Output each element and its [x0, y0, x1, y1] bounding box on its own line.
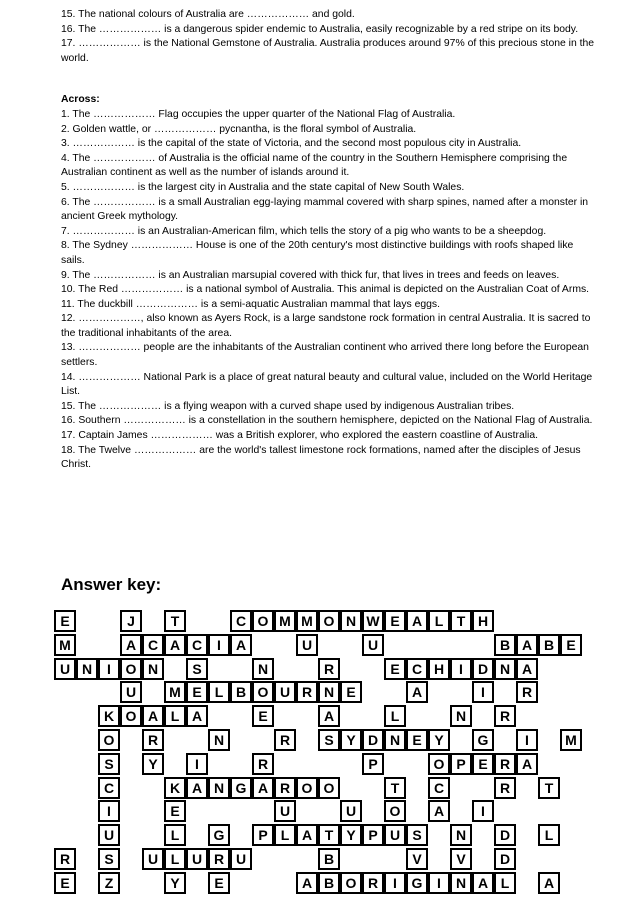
grid-cell: B: [538, 634, 560, 656]
clue-across-5: 5. ……………… is the largest city in Australia and the state capital of New South Wales.: [61, 181, 465, 193]
grid-cell: A: [120, 634, 142, 656]
grid-cell: B: [318, 848, 340, 870]
grid-cell: U: [142, 848, 164, 870]
across-heading: Across:: [61, 94, 100, 106]
grid-cell: U: [296, 634, 318, 656]
crossword-answer-grid: [54, 610, 583, 896]
grid-cell: G: [406, 872, 428, 894]
grid-cell: P: [362, 753, 384, 775]
grid-cell: O: [384, 800, 406, 822]
grid-cell: C: [98, 777, 120, 799]
grid-cell: M: [560, 729, 582, 751]
clue-across-8: 8. The Sydney ……………… House is one of the 20th century's most distinctive buildings with roofs shaped like sails.: [61, 240, 574, 266]
grid-cell: I: [472, 800, 494, 822]
clue-down-17: 17. ……………… is the National Gemstone of Australia. Australia produces around 97% of this precious stone in the world.: [61, 38, 595, 64]
grid-cell: E: [164, 800, 186, 822]
clue-across-4: 4. The ……………… of Australia is the official name of the country in the Southern Hemisphere comprising the Australian continent as well as the number of islands around it.: [61, 152, 568, 179]
clue-across-6: 6. The ……………… is a small Australian egg-laying mammal covered with sharp spines, named after a monster in ancient Greek mythology.: [61, 196, 589, 223]
grid-cell: A: [164, 634, 186, 656]
grid-cell: C: [406, 658, 428, 680]
grid-cell: R: [494, 705, 516, 727]
grid-cell: U: [54, 658, 76, 680]
grid-cell: L: [164, 824, 186, 846]
grid-cell: O: [340, 872, 362, 894]
grid-cell: R: [318, 658, 340, 680]
clue-across-18: 18. The Twelve ……………… are the world's tallest limestone rock formations, named after the disciples of Jesus Christ.: [61, 444, 581, 471]
grid-cell: O: [120, 705, 142, 727]
grid-cell: R: [274, 729, 296, 751]
grid-cell: A: [516, 634, 538, 656]
grid-cell: A: [406, 610, 428, 632]
grid-cell: P: [362, 824, 384, 846]
grid-cell: I: [98, 658, 120, 680]
grid-cell: C: [142, 634, 164, 656]
grid-cell: R: [296, 681, 318, 703]
grid-cell: R: [54, 848, 76, 870]
grid-cell: Y: [340, 729, 362, 751]
clue-across-7: 7. ……………… is an Australian-American film, which tells the story of a pig who wants to be a sheepdog.: [61, 225, 547, 237]
grid-cell: T: [538, 777, 560, 799]
grid-cell: N: [318, 681, 340, 703]
grid-cell: N: [450, 824, 472, 846]
grid-cell: K: [164, 777, 186, 799]
grid-cell: O: [252, 610, 274, 632]
grid-cell: E: [340, 681, 362, 703]
clue-across-10: 10. The Red ……………… is a national symbol of Australia. This animal is depicted on the Australian Coat of Arms.: [61, 284, 590, 296]
grid-cell: E: [560, 634, 582, 656]
grid-cell: W: [362, 610, 384, 632]
grid-cell: U: [340, 800, 362, 822]
grid-cell: Y: [164, 872, 186, 894]
grid-cell: N: [340, 610, 362, 632]
grid-cell: O: [428, 753, 450, 775]
grid-cell: D: [362, 729, 384, 751]
grid-cell: T: [164, 610, 186, 632]
grid-cell: H: [472, 610, 494, 632]
grid-cell: E: [252, 705, 274, 727]
grid-cell: A: [516, 658, 538, 680]
grid-cell: L: [384, 705, 406, 727]
grid-cell: M: [296, 610, 318, 632]
grid-cell: M: [54, 634, 76, 656]
grid-cell: R: [142, 729, 164, 751]
grid-cell: R: [274, 777, 296, 799]
clue-down-15: 15. The national colours of Australia are ……………… and gold.: [61, 9, 355, 20]
grid-cell: L: [164, 848, 186, 870]
grid-cell: O: [296, 777, 318, 799]
grid-cell: E: [406, 729, 428, 751]
grid-cell: U: [274, 800, 296, 822]
clue-across-12: 12. ………………, also known as Ayers Rock, is a large sandstone rock formation in central Australia. It is sacred to the traditional inhabitants of the area.: [61, 313, 591, 339]
grid-cell: U: [384, 824, 406, 846]
grid-cell: U: [362, 634, 384, 656]
grid-cell: R: [494, 777, 516, 799]
grid-cell: P: [450, 753, 472, 775]
clue-across-15: 15. The ……………… is a flying weapon with a curved shape used by indigenous Australian tribes.: [61, 400, 515, 412]
grid-cell: L: [428, 610, 450, 632]
clue-text: [61, 8, 596, 473]
grid-cell: O: [318, 610, 340, 632]
grid-cell: I: [384, 872, 406, 894]
grid-cell: A: [406, 681, 428, 703]
grid-cell: A: [428, 800, 450, 822]
grid-cell: A: [186, 777, 208, 799]
grid-cell: R: [516, 681, 538, 703]
grid-cell: N: [494, 658, 516, 680]
grid-cell: I: [98, 800, 120, 822]
clue-across-9: 9. The ……………… is an Australian marsupial covered with thick fur, that lives in trees and feeds on leaves.: [61, 269, 560, 281]
grid-cell: U: [230, 848, 252, 870]
grid-cell: S: [98, 848, 120, 870]
grid-cell: Y: [340, 824, 362, 846]
grid-cell: I: [428, 872, 450, 894]
clue-across-17: 17. Captain James ……………… was a British explorer, who explored the eastern coastline of Australia.: [61, 430, 539, 442]
grid-cell: A: [142, 705, 164, 727]
grid-cell: N: [142, 658, 164, 680]
grid-cell: U: [120, 681, 142, 703]
grid-cell: Z: [98, 872, 120, 894]
grid-cell: B: [230, 681, 252, 703]
grid-cell: G: [208, 824, 230, 846]
grid-cell: T: [318, 824, 340, 846]
grid-cell: R: [494, 753, 516, 775]
grid-cell: D: [472, 658, 494, 680]
grid-cell: N: [384, 729, 406, 751]
clue-down-16: 16. The ……………… is a dangerous spider endemic to Australia, easily recognizable by a red stripe on its body.: [61, 23, 579, 35]
grid-cell: Y: [428, 729, 450, 751]
grid-cell: E: [472, 753, 494, 775]
grid-cell: T: [384, 777, 406, 799]
grid-cell: D: [494, 824, 516, 846]
grid-cell: R: [252, 753, 274, 775]
grid-cell: U: [274, 681, 296, 703]
clue-across-1: 1. The ……………… Flag occupies the upper quarter of the National Flag of Australia.: [61, 108, 456, 120]
grid-cell: M: [164, 681, 186, 703]
clue-across-14: 14. ……………… National Park is a place of great natural beauty and cultural value, included on the World Heritage List.: [61, 371, 593, 398]
grid-cell: N: [252, 658, 274, 680]
grid-cell: A: [538, 872, 560, 894]
grid-cell: J: [120, 610, 142, 632]
grid-cell: A: [516, 753, 538, 775]
clue-across-2: 2. Golden wattle, or ……………… pycnantha, is the floral symbol of Australia.: [61, 123, 417, 135]
grid-cell: E: [186, 681, 208, 703]
grid-cell: O: [252, 681, 274, 703]
grid-cell: S: [186, 658, 208, 680]
grid-cell: V: [450, 848, 472, 870]
grid-cell: L: [494, 872, 516, 894]
grid-cell: Y: [142, 753, 164, 775]
grid-cell: U: [98, 824, 120, 846]
grid-cell: D: [494, 848, 516, 870]
grid-cell: K: [98, 705, 120, 727]
grid-cell: N: [208, 729, 230, 751]
grid-cell: L: [274, 824, 296, 846]
grid-cell: S: [98, 753, 120, 775]
grid-cell: G: [230, 777, 252, 799]
grid-cell: E: [384, 610, 406, 632]
grid-cell: L: [208, 681, 230, 703]
grid-cell: H: [428, 658, 450, 680]
clue-across-16: 16. Southern ……………… is a constellation in the southern hemisphere, depicted on the National Flag of Australia.: [61, 415, 593, 427]
grid-cell: E: [208, 872, 230, 894]
grid-cell: B: [318, 872, 340, 894]
grid-cell: E: [384, 658, 406, 680]
grid-cell: I: [186, 753, 208, 775]
grid-cell: S: [318, 729, 340, 751]
grid-cell: E: [54, 610, 76, 632]
grid-cell: P: [252, 824, 274, 846]
grid-cell: A: [230, 634, 252, 656]
grid-cell: I: [208, 634, 230, 656]
grid-cell: G: [472, 729, 494, 751]
grid-cell: N: [208, 777, 230, 799]
grid-cell: A: [318, 705, 340, 727]
grid-cell: V: [406, 848, 428, 870]
clue-across-13: 13. ……………… people are the inhabitants of the Australian continent who arrived there long before the European settlers.: [61, 342, 589, 369]
grid-cell: B: [494, 634, 516, 656]
grid-cell: C: [428, 777, 450, 799]
grid-cell: L: [538, 824, 560, 846]
clue-across-3: 3. ……………… is the capital of the state of Victoria, and the second most populous city in Australia.: [61, 138, 522, 150]
grid-cell: U: [186, 848, 208, 870]
grid-cell: A: [186, 705, 208, 727]
grid-cell: O: [98, 729, 120, 751]
grid-cell: A: [472, 872, 494, 894]
grid-cell: M: [274, 610, 296, 632]
grid-cell: N: [450, 872, 472, 894]
clue-across-11: 11. The duckbill ……………… is a semi-aquatic Australian mammal that lays eggs.: [61, 298, 441, 310]
grid-cell: O: [318, 777, 340, 799]
grid-cell: C: [230, 610, 252, 632]
grid-cell: S: [406, 824, 428, 846]
grid-cell: A: [252, 777, 274, 799]
answer-key-title: Answer key:: [61, 575, 162, 594]
grid-cell: L: [164, 705, 186, 727]
grid-cell: R: [362, 872, 384, 894]
grid-cell: I: [516, 729, 538, 751]
grid-cell: E: [54, 872, 76, 894]
grid-cell: I: [472, 681, 494, 703]
grid-cell: T: [450, 610, 472, 632]
grid-cell: N: [450, 705, 472, 727]
grid-cell: A: [296, 824, 318, 846]
grid-cell: C: [186, 634, 208, 656]
grid-cell: A: [296, 872, 318, 894]
grid-cell: O: [120, 658, 142, 680]
grid-cell: I: [450, 658, 472, 680]
grid-cell: N: [76, 658, 98, 680]
grid-cell: R: [208, 848, 230, 870]
